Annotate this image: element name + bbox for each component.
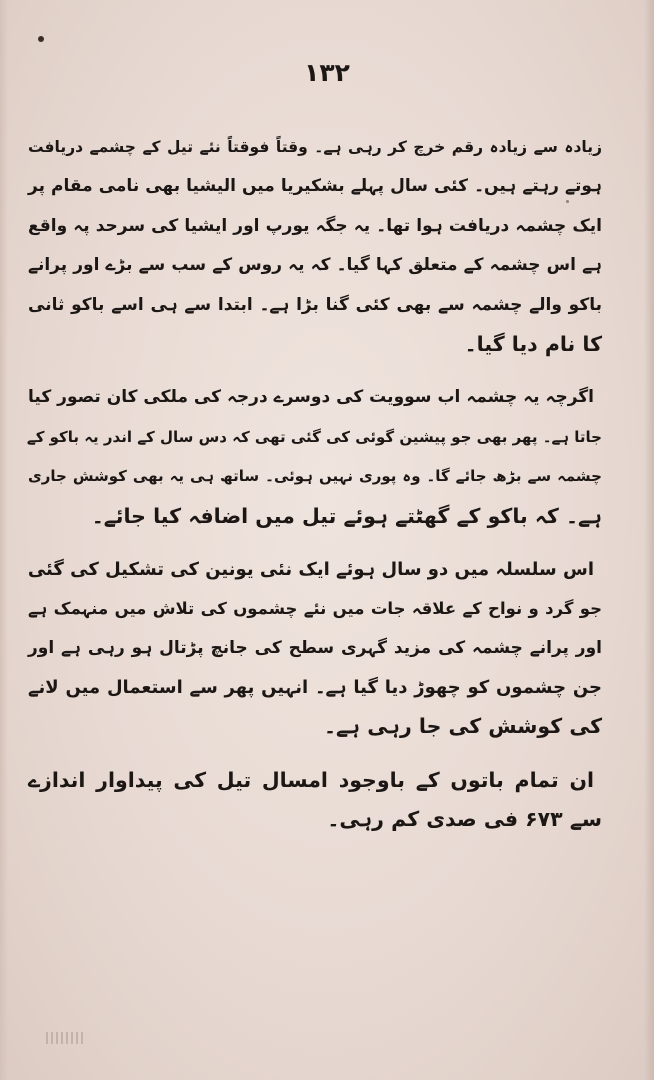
text-line: اس سلسلہ میں دو سال ہوئے ایک نئی یونین کی تشکیل کی گئی [27, 558, 594, 580]
text-line: چشمہ سے بڑھ جائے گا۔ وہ پوری نہیں ہوئی۔ ساتھ ہی یہ بھی کوشش جاری [28, 467, 602, 486]
page-number: ۱۳۲ [304, 58, 350, 87]
text-line: کی کوشش کی جا رہی ہے۔ [324, 714, 602, 739]
paper-stain [46, 1032, 86, 1044]
text-line: باکو والے چشمہ سے بھی کئی گنا بڑا ہے۔ ابتدا سے ہی اسے باکو ثانی [28, 294, 602, 315]
text-line: ایک چشمہ دریافت ہوا تھا۔ یہ جگہ یورپ اور ایشیا کی سرحد پہ واقع [28, 215, 602, 236]
ink-speck [38, 36, 44, 42]
text-line: کا نام دیا گیا۔ [464, 331, 602, 356]
text-line: جاتا ہے۔ پھر بھی جو پیشین گوئی کی گئی تھی کہ دس سال کے اندر یہ باکو کے [26, 427, 602, 446]
body-text [28, 128, 602, 840]
paragraph-4 [28, 761, 602, 840]
text-line: ہے اس چشمہ کے متعلق کہا گیا۔ کہ یہ روس کے سب سے بڑے اور پرانے [28, 255, 602, 276]
text-line: ہے۔ کہ باکو کے گھٹتے ہوئے تیل میں اضافہ کیا جائے۔ [91, 503, 602, 528]
paragraph-1 [28, 128, 602, 364]
paragraph-2 [28, 378, 602, 536]
text-line: سے ۶۷۳ فی صدی کم رہی۔ [327, 807, 602, 832]
text-line: ہوتے رہتے ہیں۔ کئی سال پہلے بشکیریا میں الیشیا بھی نامی مقام پر [28, 176, 602, 197]
paragraph-3 [28, 550, 602, 747]
text-line: جو گرد و نواح کے علاقہ جات میں نئے چشموں کی تلاش میں منہمک ہے [28, 599, 602, 619]
text-line: زیادہ سے زیادہ رقم خرچ کر رہی ہے۔ وقتاً فوقتاً نئے تیل کے چشمے دریافت [28, 138, 602, 156]
text-line: اور پرانے چشمہ کی مزید گہری سطح کی جانچ پڑتال ہو رہی ہے اور [28, 637, 602, 658]
text-line: جن چشموں کو چھوڑ دیا گیا ہے۔ انہیں پھر سے استعمال میں لانے [28, 677, 602, 699]
text-line: ان تمام باتوں کے باوجود امسال تیل کی پیداوار اندازے [28, 767, 594, 792]
text-line: اگرچہ یہ چشمہ اب سوویت کی دوسرے درجہ کی ملکی کان تصور کیا [28, 387, 594, 408]
